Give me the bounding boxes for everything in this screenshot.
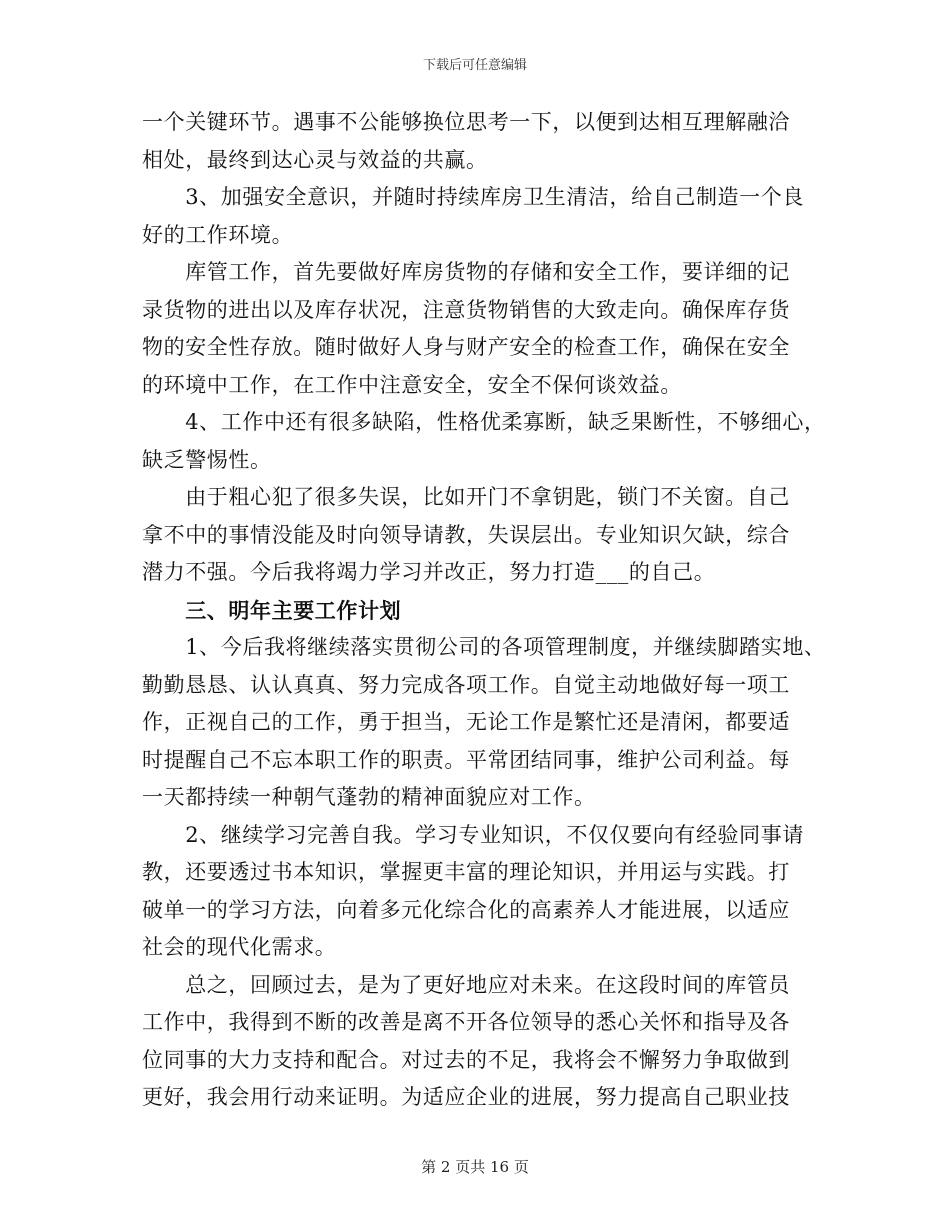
text-line: 教，还要透过书本知识，掌握更丰富的理论知识，并用运与实践。打 (142, 860, 790, 884)
page-footer: 第 2 页共 16 页 (421, 1158, 529, 1176)
text-line: 工作中，我得到不断的改善是离不开各位领导的悉心关怀和指导及各 (142, 1010, 790, 1034)
text-line: 潜力不强。今后我将竭力学习并改正，努力打造___的自己。 (142, 560, 716, 584)
page-header: 下载后可任意编辑 (422, 58, 527, 73)
text-line: 2、继续学习完善自我。学习专业知识，不仅仅要向有经验同事请 (142, 822, 804, 847)
text-line: 一天都持续一种朝气蓬勃的精神面貌应对工作。 (142, 785, 596, 809)
text-line: 的环境中工作，在工作中注意安全，安全不保何谈效益。 (142, 372, 682, 397)
text-line: 缺乏警惕性。 (142, 447, 272, 472)
section-heading: 三、明年主要工作计划 (142, 597, 402, 623)
text-line: 录货物的进出以及库存状况，注意货物销售的大致走向。确保库存货 (142, 297, 790, 322)
text-line: 1、今后我将继续落实贯彻公司的各项管理制度，并继续脚踏实地、 (142, 635, 826, 659)
text-line: 拿不中的事情没能及时向领导请教，失误层出。专业知识欠缺，综合 (142, 522, 790, 547)
text-line: 由于粗心犯了很多失误，比如开门不拿钥匙，锁门不关窗。自己 (142, 485, 790, 509)
text-line: 更好，我会用行动来证明。为适应企业的进展，努力提高自己职业技 (142, 1085, 790, 1109)
text-line: 作，正视自己的工作，勇于担当，无论工作是繁忙还是清闲，都要适 (142, 710, 790, 734)
text-line: 位同事的大力支持和配合。对过去的不足，我将会不懈努力争取做到 (142, 1047, 790, 1072)
document-body (142, 104, 832, 1117)
text-line: 相处，最终到达心灵与效益的共赢。 (142, 147, 488, 172)
text-line: 好的工作环境。 (142, 222, 294, 247)
text-line: 破单一的学习方法，向着多元化综合化的高素养人才能进展，以适应 (142, 897, 790, 922)
text-line: 物的安全性存放。随时做好人身与财产安全的检查工作，确保在安全 (142, 335, 790, 359)
text-line: 库管工作，首先要做好库房货物的存储和安全工作，要详细的记 (142, 260, 790, 284)
text-line: 总之，回顾过去，是为了更好地应对未来。在这段时间的库管员 (142, 972, 790, 997)
text-line: 时提醒自己不忘本职工作的职责。平常团结同事，维护公司利益。每 (142, 747, 790, 772)
text-line: 社会的现代化需求。 (142, 935, 337, 959)
text-line: 4、工作中还有很多缺陷，性格优柔寡断，缺乏果断性，不够细心， (142, 410, 826, 434)
text-line: 一个关键环节。遇事不公能够换位思考一下，以便到达相互理解融洽 (142, 110, 790, 134)
text-line: 3、加强安全意识，并随时持续库房卫生清洁，给自己制造一个良 (142, 185, 804, 209)
text-line: 勤勤恳恳、认认真真、努力完成各项工作。自觉主动地做好每一项工 (142, 672, 790, 697)
